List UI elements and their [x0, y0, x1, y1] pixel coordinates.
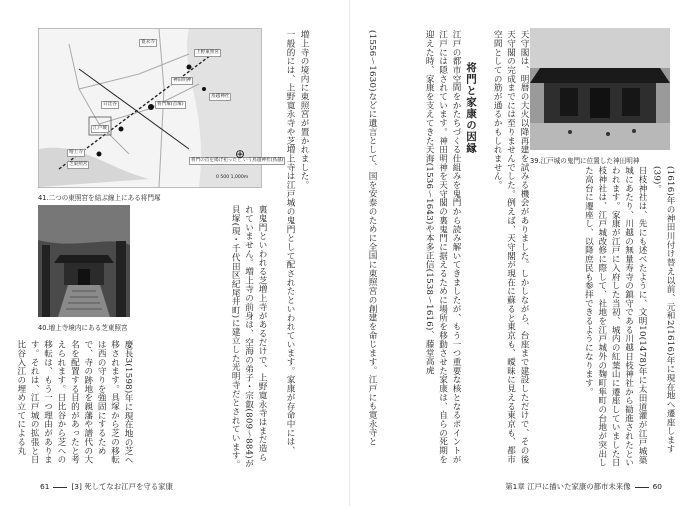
footer-title: [3] 死してなお江戸を守る家康 — [71, 482, 173, 491]
body-column: 日枝神社は、先にも述べたように、文明10(1478)年に太田道灌が江戸城築城にあたり、川越の無量寿寺の鎮守である川越日枝神社から勧進されたといわれます。家康が江戸に入府した当初、城内の紅葉山に遷座していました日枝神社は、江戸城改修に際して、社地を江戸城外の麹町隼町の台地が突出した高台に遷座し、以降庶民も参拝できるようになります。 — [583, 166, 647, 467]
photo-caption: 40.増上寺境内にある芝東照宮 — [38, 324, 128, 332]
body-column: (1556〜1630)などに遺言として、国を安泰のために全国に東照宮の創建を命じます。江戸にも寛永寺と — [367, 30, 377, 446]
map-label: 将門の首を掲げ祀ったと いう鳥越神社(鳥越) — [191, 158, 284, 163]
right-footer — [505, 481, 662, 492]
body-column: 増上寺の境内に東照宮が置かれました。 — [299, 30, 309, 190]
map-label: 上野東照宮 — [196, 50, 219, 55]
map-label: 江戸城 — [93, 126, 107, 131]
map-label: 芝東照宮 — [69, 162, 88, 167]
map-label: 将門塚(首塚) — [157, 102, 184, 107]
map-label: 増上寺 — [69, 150, 83, 155]
shrine-photo — [530, 28, 670, 150]
map-scale: 0 500 1,000m — [216, 175, 249, 180]
body-column: 一般的には、上野寛永寺や芝増上寺は江戸城の鬼門として配されたといわれています。家康が存命中には、 — [285, 30, 295, 455]
map-label: 神田明神 — [173, 78, 192, 83]
left-footer — [40, 481, 173, 492]
body-column: (1616)年の神田川付け替え以前、元和2(1616)年に現在地へ遷座します(39)。 — [651, 166, 675, 454]
north-arrow-icon: ⊕ — [235, 147, 246, 161]
shrine-photo-drawing — [38, 205, 130, 317]
shrine-photo — [38, 205, 130, 317]
map-caption: 41.二つの東照宮を結ぶ線上にある将門塚 — [38, 194, 161, 202]
body-column: 裏鬼門といわれる芝増上寺があるだけで、上野寛永寺はまだ造られていません。増上寺の前身は、空海の弟子・宗叡(809〜884)が貝塚(現・千代田区紀尾井町)に建立した光明寺だとされています。 — [230, 205, 267, 469]
body-column: 慶長3(1598)年に現在地の芝へ移されます。具塚から芝の移転は西の守りを強固にするためで、寺の跡地を親藩や譜代の大名を配置する目的があったと考えられます。日比谷から芝への移転は、もう一つ理由があります。それは、江戸城の拡張と日比谷入江の埋め立てによる丸 — [15, 340, 133, 465]
page-number: 60 — [652, 482, 662, 491]
map-label: 鳥越神社 — [211, 94, 230, 99]
body-column: 天守閣は、明暦の大火以降再建を試みる機会がありました。しかしながら、台座まで建設しただけで、その後天守閣の完成までには至りませんでした。例えば、天守閣が現在に蘇ると東京も、曖昧に見える東京も、都市空間としての筋が通るかもしれません。 — [492, 30, 529, 464]
body-column: 江戸の都市空間をかたちづくる仕組みを鬼門から読み解いてきましたが、もう一つ重要な核となるポイントが江戸には隠されています。神田明神を天守閣の裏鬼門に据えるために場所を移動させた家康は、自らの死期を迎えた時、家康を支えてきた天海(1536〜1643)や本多正信(1538〜1616)、藤堂高虎 — [424, 30, 461, 464]
footer-chapter: 第1章 江戸に描いた家康の都市未来像 — [505, 482, 631, 491]
page-number: 61 — [40, 482, 50, 491]
right-page — [350, 0, 700, 506]
map-figure — [38, 28, 284, 188]
map-label: 寛永寺 — [141, 40, 155, 45]
map-label: 日比谷 — [103, 102, 117, 107]
photo-caption: 39.江戸城の鬼門に位置した神田明神 — [530, 157, 640, 165]
kanda-myojin-photo-drawing — [530, 28, 670, 150]
section-heading: 将門と家康の因縁 — [465, 62, 477, 154]
